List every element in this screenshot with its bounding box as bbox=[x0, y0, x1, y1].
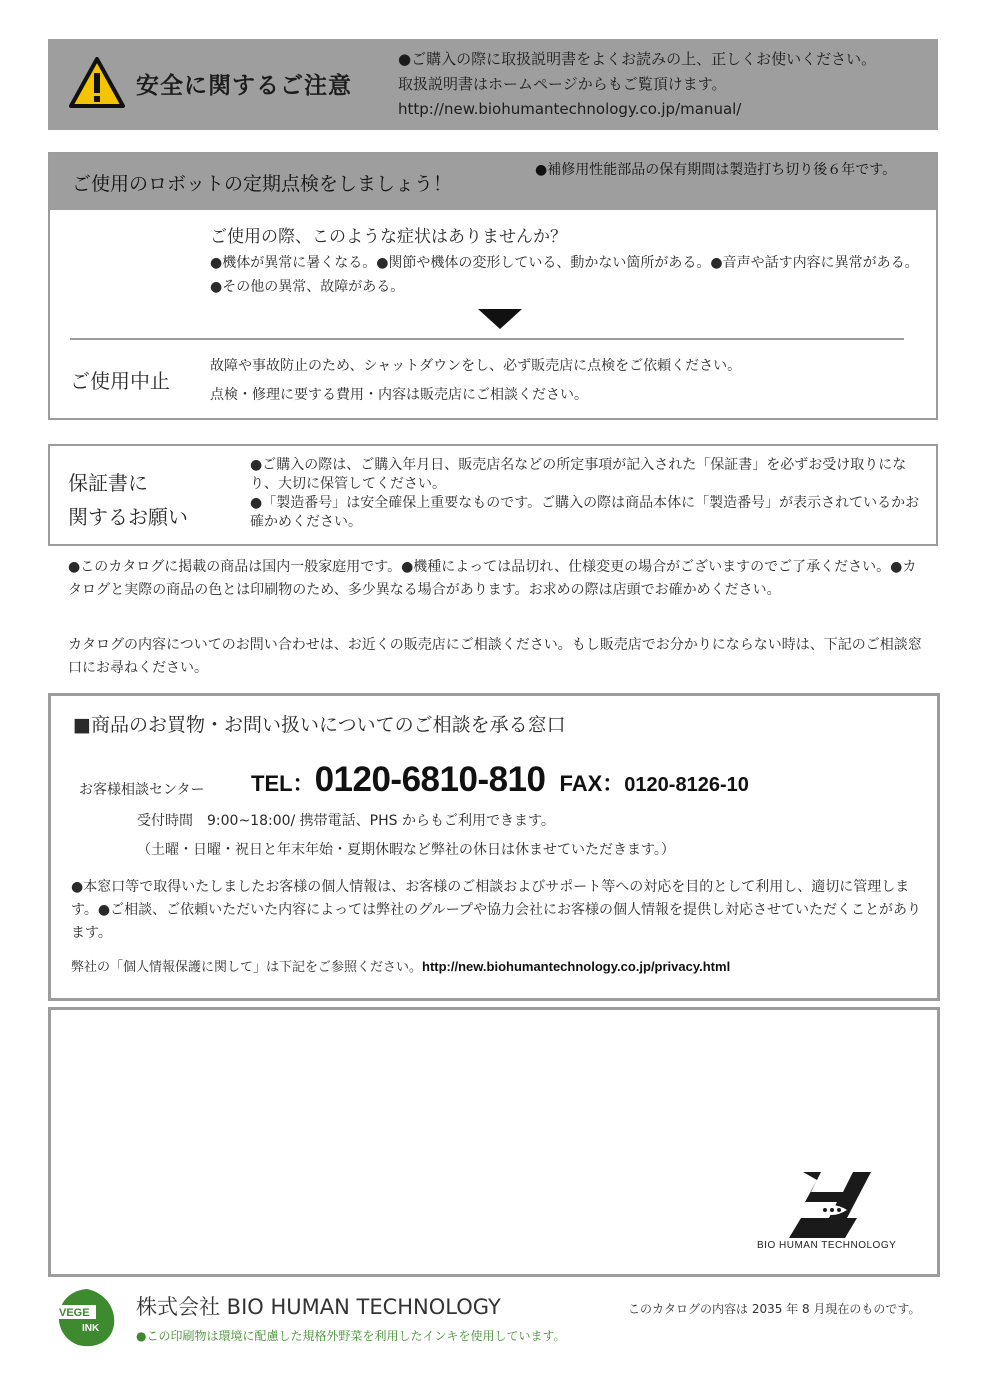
down-arrow-icon bbox=[478, 309, 522, 329]
ink-logo-text: INK bbox=[82, 1323, 100, 1334]
tel-number[interactable]: 0120-6810-810 bbox=[314, 760, 546, 799]
warranty-label-line2: 関するお願い bbox=[68, 505, 188, 529]
privacy-policy-text: 弊社の「個人情報保護に関して」は下記をご参照ください。 bbox=[71, 960, 423, 975]
company-name: 株式会社 BIO HUMAN TECHNOLOGY bbox=[136, 1295, 501, 1319]
catalog-notes: ●このカタログに掲載の商品は国内一般家庭用です。●機種によっては品切れ、仕様変更の場合がございますのでご了承ください。●カタログと実際の商品の色とは印刷物のため、多少異なる場合があります。お求めの際は店頭でお確かめください。 bbox=[68, 559, 917, 598]
customer-center-label: お客様相談センター bbox=[79, 782, 205, 798]
safety-note-line2: 取扱説明書はホームページからもご覧頂けます。 bbox=[398, 75, 727, 93]
safety-note bbox=[398, 47, 876, 122]
vege-ink-logo-icon bbox=[56, 1287, 118, 1349]
warning-icon bbox=[68, 56, 126, 110]
logo-box bbox=[48, 1007, 940, 1277]
privacy-url-link[interactable]: http://new.biohumantechnology.co.jp/privacy.html bbox=[422, 959, 731, 974]
safety-title: 安全に関するご注意 bbox=[136, 73, 352, 99]
fax-label: FAX： bbox=[559, 771, 625, 796]
business-hours: 受付時間 9:00~18:00/ 携帯電話、PHS からもご利用できます。 bbox=[137, 813, 555, 829]
vege-ink-note: ●この印刷物は環境に配慮した規格外野菜を利用したインキを使用しています。 bbox=[136, 1329, 566, 1343]
divider bbox=[70, 338, 904, 340]
symptom-question: ご使用の際、このような症状はありませんか？ bbox=[210, 227, 567, 247]
warranty-box bbox=[48, 444, 938, 546]
fax-number: 0120-8126-10 bbox=[624, 774, 749, 796]
safety-note-line1: ●ご購入の際に取扱説明書をよくお読みの上、正しくお使いください。 bbox=[398, 50, 877, 68]
stop-use-instruction: 故障や事故防止のため、シャットダウンをし、必ず販売店に点検をご依頼ください。 bbox=[210, 358, 742, 374]
warranty-text bbox=[250, 456, 920, 532]
contact-box bbox=[48, 693, 940, 1001]
stop-use-label: ご使用中止 bbox=[70, 369, 170, 393]
manual-url-link[interactable]: http://new.biohumantechnology.co.jp/manual/ bbox=[398, 100, 742, 118]
contact-title: ■商品のお買物・お問い扱いについてのご相談を承る窓口 bbox=[73, 714, 566, 736]
vege-logo-text: VEGE bbox=[59, 1307, 90, 1319]
logo-wordmark: BIO HUMAN TECHNOLOGY bbox=[757, 1240, 897, 1251]
repair-cost-note: 点検・修理に要する費用・内容は販売店にご相談ください。 bbox=[210, 387, 588, 403]
inspection-heading: ご使用のロボットの定期点検をしましょう！ bbox=[72, 173, 453, 195]
inspection-box bbox=[48, 152, 938, 420]
catalog-date-note: このカタログの内容は 2035 年 8 月現在のものです。 bbox=[628, 1302, 921, 1316]
bio-human-logo-icon bbox=[781, 1170, 881, 1240]
warranty-text-2: ●「製造番号」は安全確保上重要なものです。ご購入の際は商品本体に「製造番号」が表示されているかお確かめください。 bbox=[250, 495, 920, 530]
parts-retention-note: ●補修用性能部品の保有期間は製造打ち切り後６年です。 bbox=[535, 162, 897, 178]
warranty-label bbox=[68, 466, 248, 534]
warranty-text-1: ●ご購入の際は、ご購入年月日、販売店名などの所定事項が記入された「保証書」を必ずお受け取りになり、大切に保管してください。 bbox=[250, 457, 907, 492]
phone-fax-line bbox=[251, 760, 749, 800]
privacy-note: ●本窓口等で取得いたしましたお客様の個人情報は、お客様のご相談およびサポート等への対応を目的として利用し、適切に管理します。●ご相談、ご依頼いただいた内容によっては弊社のグループや協力会社にお客様の個人情報を提供し対応させていただくことがあります。 bbox=[71, 879, 921, 941]
warranty-label-line1: 保証書に bbox=[68, 471, 148, 495]
inquiry-notes: カタログの内容についてのお問い合わせは、お近くの販売店にご相談ください。もし販売店でお分かりにならない時は、下記のご相談窓口にお尋ねください。 bbox=[68, 637, 922, 676]
safety-notice-banner bbox=[48, 39, 938, 130]
inspection-header bbox=[50, 154, 936, 210]
symptom-list: ●機体が異常に暑くなる。●関節や機体の変形している、動かない箇所がある。●音声や話す内容に異常がある。●その他の異常、故障がある。 bbox=[210, 255, 919, 295]
privacy-policy-line bbox=[71, 956, 730, 975]
tel-label: TEL： bbox=[251, 771, 315, 796]
holiday-note: （土曜・日曜・祝日と年末年始・夏期休暇など弊社の休日は休ませていただきます。） bbox=[137, 842, 675, 858]
